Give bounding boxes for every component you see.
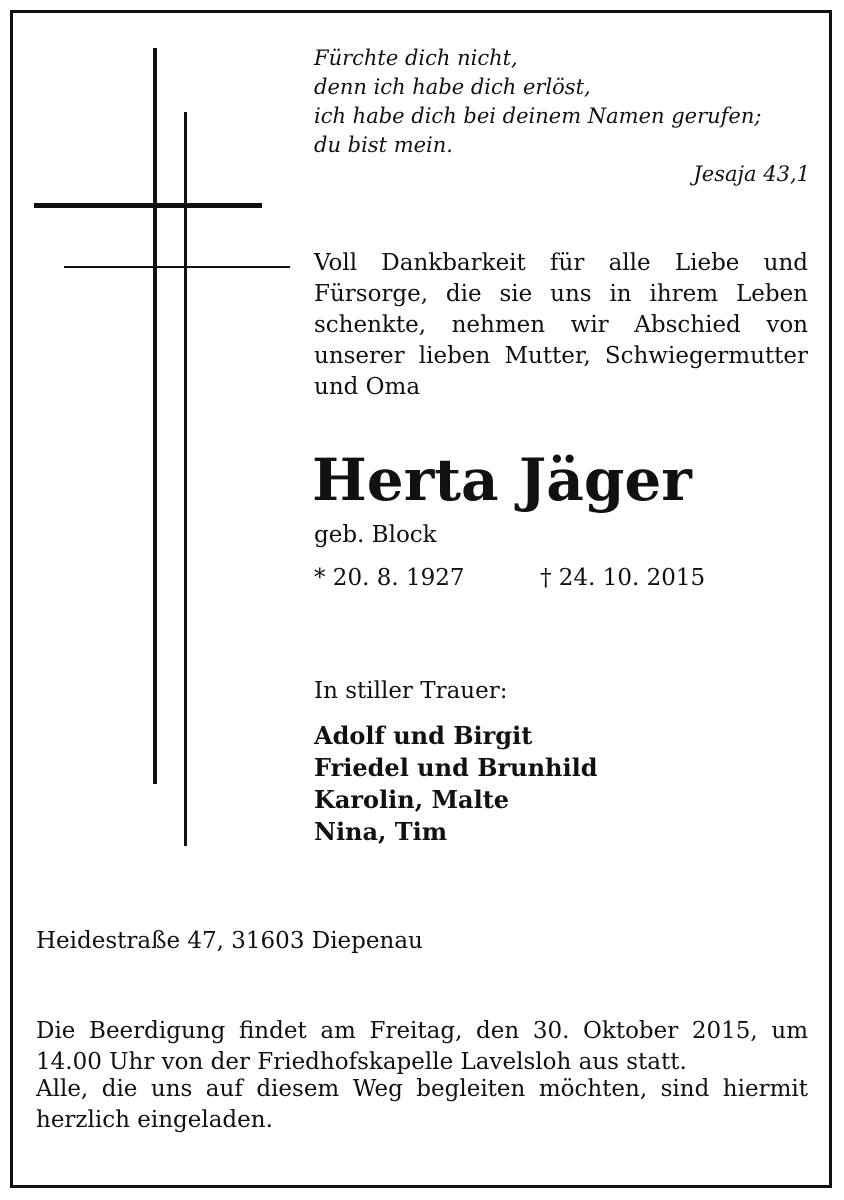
mourning-label: In stiller Trauer: [314,678,508,704]
mourner-name: Nina, Tim [314,817,448,846]
birth-date: * 20. 8. 1927 [314,565,465,591]
cross-front-vertical [153,48,157,784]
cross-back-horizontal [64,266,290,268]
mourner-name: Karolin, Malte [314,785,510,814]
death-date: † 24. 10. 2015 [540,565,706,591]
cross-back-vertical [184,112,187,846]
quote-reference: Jesaja 43,1 [693,162,810,186]
bible-quote [314,44,810,160]
mourner-name: Adolf und Birgit [314,721,533,750]
cross-front-horizontal [34,203,262,208]
quote-line: ich habe dich bei deinem Namen gerufen; [314,104,762,128]
quote-line: du bist mein. [314,133,453,157]
quote-line: Fürchte dich nicht, [314,46,518,70]
deceased-name: Herta Jäger [312,446,692,514]
mourner-name: Friedel und Brunhild [314,753,598,782]
quote-line: denn ich habe dich erlöst, [314,75,591,99]
mourners-list [314,720,598,848]
birth-name: geb. Block [314,522,437,548]
funeral-invitation: Alle, die uns auf diesem Weg begleiten möchten, sind hiermit herzlich eingeladen. [36,1076,808,1133]
funeral-details: Die Beerdigung findet am Freitag, den 30. Oktober 2015, um 14.00 Uhr von der Friedhofskapelle Lavelsloh aus statt. [36,1018,808,1075]
address: Heidestraße 47, 31603 Diepenau [36,928,423,954]
intro-text: Voll Dankbarkeit für alle Liebe und Fürsorge, die sie uns in ihrem Leben schenkte, nehmen wir Abschied von unserer lieben Mutter, Schwiegermutter und Oma [314,250,808,400]
